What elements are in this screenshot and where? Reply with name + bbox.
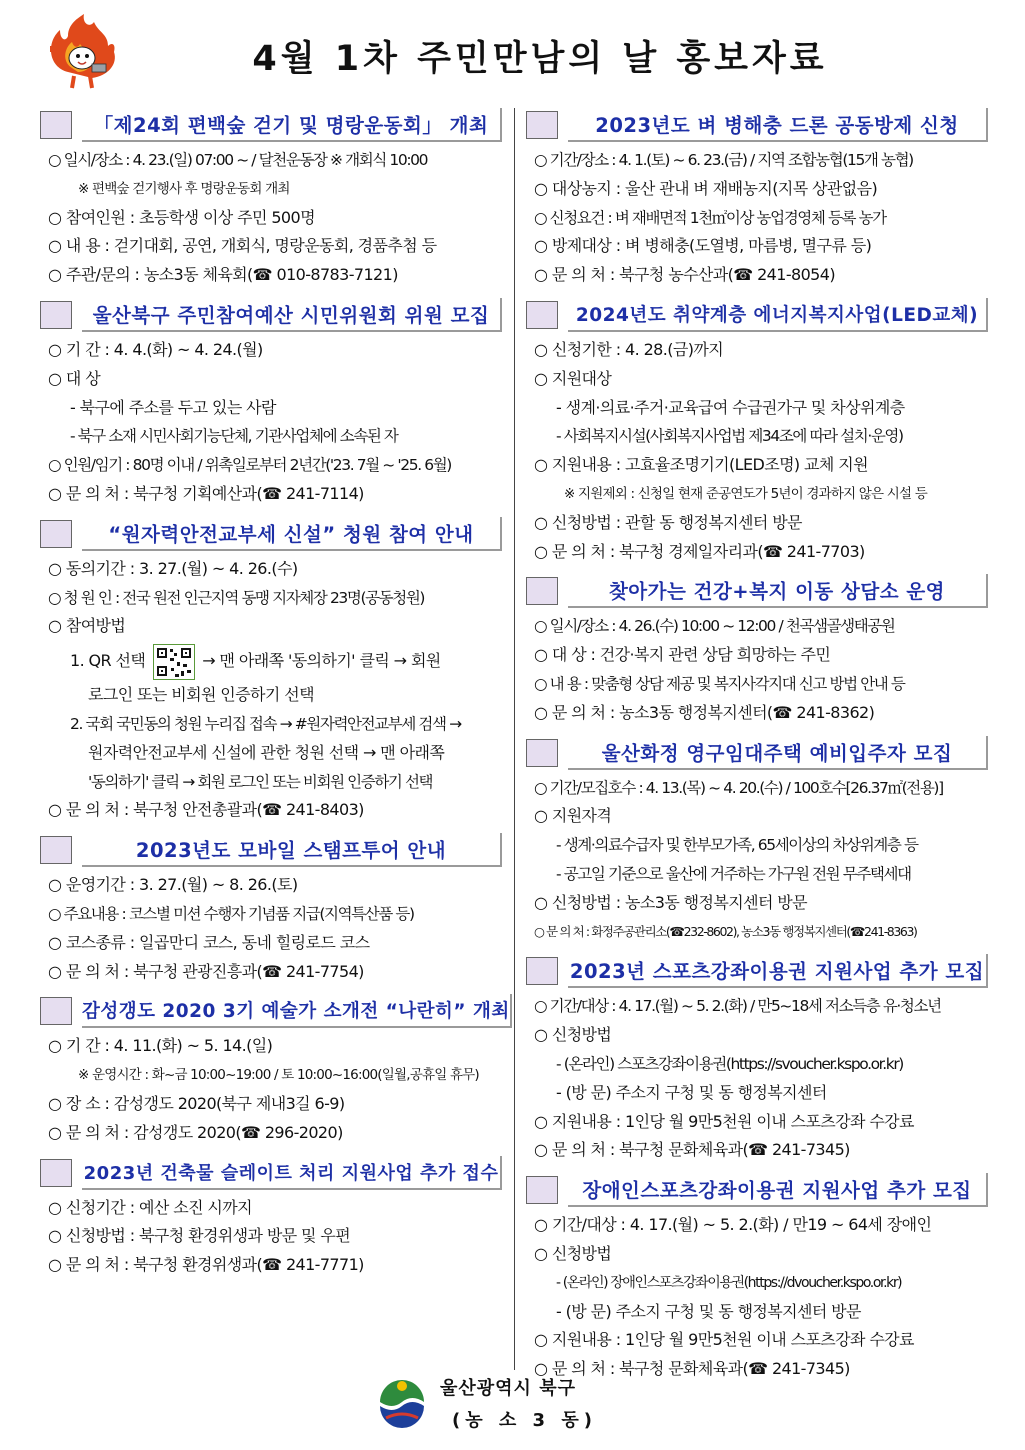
step-line: 로그인 또는 비회원 인증하기 선택 (88, 685, 314, 705)
info-line: ○ 참여인원 : 초등학생 이상 주민 500명 (48, 207, 315, 227)
info-line: ○ 신청방법 (534, 1243, 612, 1263)
section-mobile-counseling (526, 574, 988, 727)
section-marker-box (40, 111, 72, 139)
info-line: ○ 문 의 처 : 화정주공관리소(☎232-8602), 농소3동 행정복지센터(☎241-8363) (534, 923, 917, 939)
info-line: ○ 방제대상 : 벼 병해충(도열병, 마름병, 멸구류 등) (534, 236, 872, 256)
sub-line: - 사회복지시설(사회복지사업법 제34조에 따라 설치·운영) (556, 427, 903, 446)
info-line: ○ 신청방법 (534, 1025, 612, 1045)
section-title: 울산북구 주민참여예산 시민위원회 위원 모집 (82, 298, 502, 332)
footer-department: (농 소 3 동) (452, 1410, 597, 1431)
section-slate-support (40, 1156, 502, 1280)
step-line (40, 641, 502, 681)
section-title: 울산화정 영구임대주택 예비입주자 모집 (568, 736, 988, 770)
section-budget-committee (40, 298, 502, 509)
section-nuclear-petition (40, 517, 502, 825)
info-line: ○ 인원/임기 : 80명 이내 / 위촉일로부터 2년간('23. 7월 ~ '25. 6월) (48, 456, 451, 475)
section-title: 「제24회 편백숲 걷기 및 명랑운동회」 개최 (82, 108, 502, 142)
step-line: 원자력안전교부세 신설에 관한 청원 선택 → 맨 아래쪽 (88, 742, 445, 762)
step-label: 1. QR 선택 (70, 651, 146, 671)
sub-line: - 북구에 주소를 두고 있는 사람 (70, 397, 276, 417)
fire-mascot-icon (38, 12, 124, 92)
section-marker-box (526, 1176, 558, 1204)
info-line: ○ 지원내용 : 고효율조명기기(LED조명) 교체 지원 (534, 455, 868, 475)
section-title: 2023년 건축물 슬레이트 처리 지원사업 추가 접수 (82, 1156, 502, 1190)
info-line: ○ 기 간 : 4. 11.(화) ~ 5. 14.(일) (48, 1036, 273, 1056)
sub-line: - (온라인) 장애인스포츠강좌이용권(https://dvoucher.kspo.or.kr) (556, 1274, 902, 1291)
info-line: ○ 지원자격 (534, 806, 612, 826)
sub-line: - (방 문) 주소지 구청 및 동 행정복지센터 (556, 1082, 827, 1102)
column-divider (514, 108, 515, 1370)
footer (372, 1372, 632, 1442)
section-title: 2023년 스포츠강좌이용권 지원사업 추가 모집 (568, 954, 988, 988)
section-marker-box (526, 739, 558, 767)
info-line: ○ 내 용 : 걷기대회, 공연, 개회식, 명랑운동회, 경품추첨 등 (48, 236, 437, 256)
section-stamp-tour (40, 833, 502, 986)
info-line: ○ 문 의 처 : 북구청 경제일자리과(☎ 241-7703) (534, 541, 865, 561)
section-title: 찾아가는 건강+복지 이동 상담소 운영 (568, 574, 988, 608)
section-title: 감성갱도 2020 3기 예술가 소개전 “나란히” 개최 (82, 994, 512, 1028)
info-line: ○ 문 의 처 : 농소3동 행정복지센터(☎ 241-8362) (534, 702, 875, 722)
sub-line: - (온라인) 스포츠강좌이용권(https://svoucher.kspo.or.kr) (556, 1054, 903, 1073)
step-line: 2. 국회 국민동의 청원 누리집 접속 → #원자력안전교부세 검색 → (70, 714, 461, 733)
sub-line: - (방 문) 주소지 구청 및 동 행정복지센터 방문 (556, 1301, 861, 1321)
info-line: ○ 신청요건 : 벼 재배면적 1천㎡이상 농업경영체 등록 농가 (534, 208, 886, 227)
info-line: ○ 신청기한 : 4. 28.(금)까지 (534, 339, 724, 359)
section-marker-box (526, 111, 558, 139)
page-title: 4월 1차 주민만남의 날 홍보자료 (252, 39, 828, 79)
info-line: ○ 코스종류 : 일곱만디 코스, 동네 힐링로드 코스 (48, 932, 370, 952)
section-marker-box (40, 1159, 72, 1187)
step-text: → 맨 아래쪽 '동의하기' 클릭 → 회원 (202, 651, 441, 671)
info-line: ○ 문 의 처 : 북구청 관광진흥과(☎ 241-7754) (48, 961, 364, 981)
info-line: ○ 일시/장소 : 4. 23.(일) 07:00 ~ / 달천운동장 ※ 개회식 10:00 (48, 151, 428, 169)
info-line: ○ 내 용 : 맞춤형 상담 제공 및 복지사각지대 신고 방법 안내 등 (534, 674, 905, 693)
info-line: ○ 운영기간 : 3. 27.(월) ~ 8. 26.(토) (48, 875, 298, 895)
info-line: ○ 주요내용 : 코스별 미션 수행자 기념품 지급(지역특산품 등) (48, 904, 414, 923)
section-title: 장애인스포츠강좌이용권 지원사업 추가 모집 (568, 1173, 988, 1207)
section-disabled-sports-voucher (526, 1173, 988, 1384)
info-line: ○ 문 의 처 : 북구청 농수산과(☎ 241-8054) (534, 265, 835, 285)
section-marker-box (526, 957, 558, 985)
info-line: ○ 기간/대상 : 4. 17.(월) ~ 5. 2.(화) / 만5~18세 저소득층 유·청소년 (534, 997, 941, 1016)
info-line: ○ 지원내용 : 1인당 월 9만5천원 이내 스포츠강좌 수강료 (534, 1111, 914, 1131)
section-rental-housing (526, 736, 988, 947)
section-marker-box (40, 301, 72, 329)
section-marker-box (40, 520, 72, 548)
info-line: ○ 기간/모집호수 : 4. 13.(목) ~ 4. 20.(수) / 100호수[26.37㎡(전용)] (534, 778, 943, 797)
info-line: ○ 일시/장소 : 4. 26.(수) 10:00 ~ 12:00 / 천곡샘골생태공원 (534, 617, 895, 636)
left-column (40, 108, 510, 1288)
info-line: ○ 문 의 처 : 북구청 문화체육과(☎ 241-7345) (534, 1359, 850, 1379)
section-marker-box (40, 997, 72, 1025)
footer-organization: 울산광역시 북구 (440, 1378, 576, 1399)
info-line: ○ 장 소 : 감성갱도 2020(북구 제내3길 6-9) (48, 1093, 345, 1113)
info-line: ○ 문 의 처 : 감성갱도 2020(☎ 296-2020) (48, 1122, 343, 1142)
section-title: “원자력안전교부세 신설” 청원 참여 안내 (82, 517, 502, 551)
info-line: ○ 기 간 : 4. 4.(화) ~ 4. 24.(월) (48, 339, 263, 359)
info-line: ○ 동의기간 : 3. 27.(월) ~ 4. 26.(수) (48, 558, 298, 578)
ulsan-bukgu-logo-icon (372, 1372, 432, 1432)
info-line: ○ 신청방법 : 관할 동 행정복지센터 방문 (534, 512, 802, 532)
info-line: ○ 문 의 처 : 북구청 문화체육과(☎ 241-7345) (534, 1140, 850, 1160)
section-sports-voucher (526, 954, 988, 1165)
info-line: ○ 지원대상 (534, 368, 612, 388)
info-line: ○ 문 의 처 : 북구청 기획예산과(☎ 241-7114) (48, 483, 364, 503)
info-line: ○ 문 의 처 : 북구청 환경위생과(☎ 241-7771) (48, 1255, 364, 1275)
section-title: 2024년도 취약계층 에너지복지사업(LED교체) (568, 298, 988, 332)
section-marker-box (40, 836, 72, 864)
note-line: ※ 운영시간 : 화~금 10:00~19:00 / 토 10:00~16:00(일월,공휴일 휴무) (78, 1067, 479, 1084)
info-line: ○ 대 상 (48, 368, 101, 388)
note-line: ※ 편백숲 걷기행사 후 명랑운동회 개최 (78, 180, 290, 197)
info-line: ○ 청 원 인 : 전국 원전 인근지역 동맹 지자체장 23명(공동청원) (48, 588, 425, 607)
info-line: ○ 기간/대상 : 4. 17.(월) ~ 5. 2.(화) / 만19 ~ 64세 장애인 (534, 1215, 932, 1235)
sub-line: - 생계·의료수급자 및 한부모가족, 65세이상의 차상위계층 등 (556, 836, 918, 855)
info-line: ○ 신청방법 : 북구청 환경위생과 방문 및 우편 (48, 1226, 351, 1246)
sub-line: - 북구 소재 시민사회기능단체, 기관사업체에 소속된 자 (70, 427, 398, 446)
sub-line: - 공고일 기준으로 울산에 거주하는 가구원 전원 무주택세대 (556, 864, 911, 883)
section-title: 2023년도 벼 병해충 드론 공동방제 신청 (568, 108, 988, 142)
section-drone-pest-control (526, 108, 988, 290)
section-marker-box (526, 301, 558, 329)
info-line: ○ 대상농지 : 울산 관내 벼 재배농지(지목 상관없음) (534, 178, 878, 198)
right-column (526, 108, 988, 1392)
info-line: ○ 문 의 처 : 북구청 안전총괄과(☎ 241-8403) (48, 800, 364, 820)
note-line: ※ 지원제외 : 신청일 현재 준공연도가 5년이 경과하지 않은 시설 등 (564, 485, 927, 502)
section-walking-event (40, 108, 502, 290)
section-title: 2023년도 모바일 스탬프투어 안내 (82, 833, 502, 867)
sub-line: - 생계·의료·주거·교육급여 수급권가구 및 차상위계층 (556, 397, 905, 417)
info-line: ○ 대 상 : 건강·복지 관련 상담 희망하는 주민 (534, 645, 831, 665)
step-line: '동의하기' 클릭 → 회원 로그인 또는 비회원 인증하기 선택 (88, 772, 433, 791)
qr-code-icon[interactable] (153, 644, 195, 680)
info-line: ○ 지원내용 : 1인당 월 9만5천원 이내 스포츠강좌 수강료 (534, 1330, 914, 1350)
info-line: ○ 참여방법 (48, 616, 126, 636)
section-marker-box (526, 577, 558, 605)
info-line: ○ 신청기간 : 예산 소진 시까지 (48, 1197, 252, 1217)
section-art-exhibition (40, 994, 510, 1147)
info-line: ○ 신청방법 : 농소3동 행정복지센터 방문 (534, 892, 808, 912)
info-line: ○ 주관/문의 : 농소3동 체육회(☎ 010-8783-7121) (48, 265, 398, 285)
section-energy-welfare (526, 298, 988, 566)
info-line: ○ 기간/장소 : 4. 1.(토) ~ 6. 23.(금) / 지역 조합농협(15개 농협) (534, 151, 913, 169)
